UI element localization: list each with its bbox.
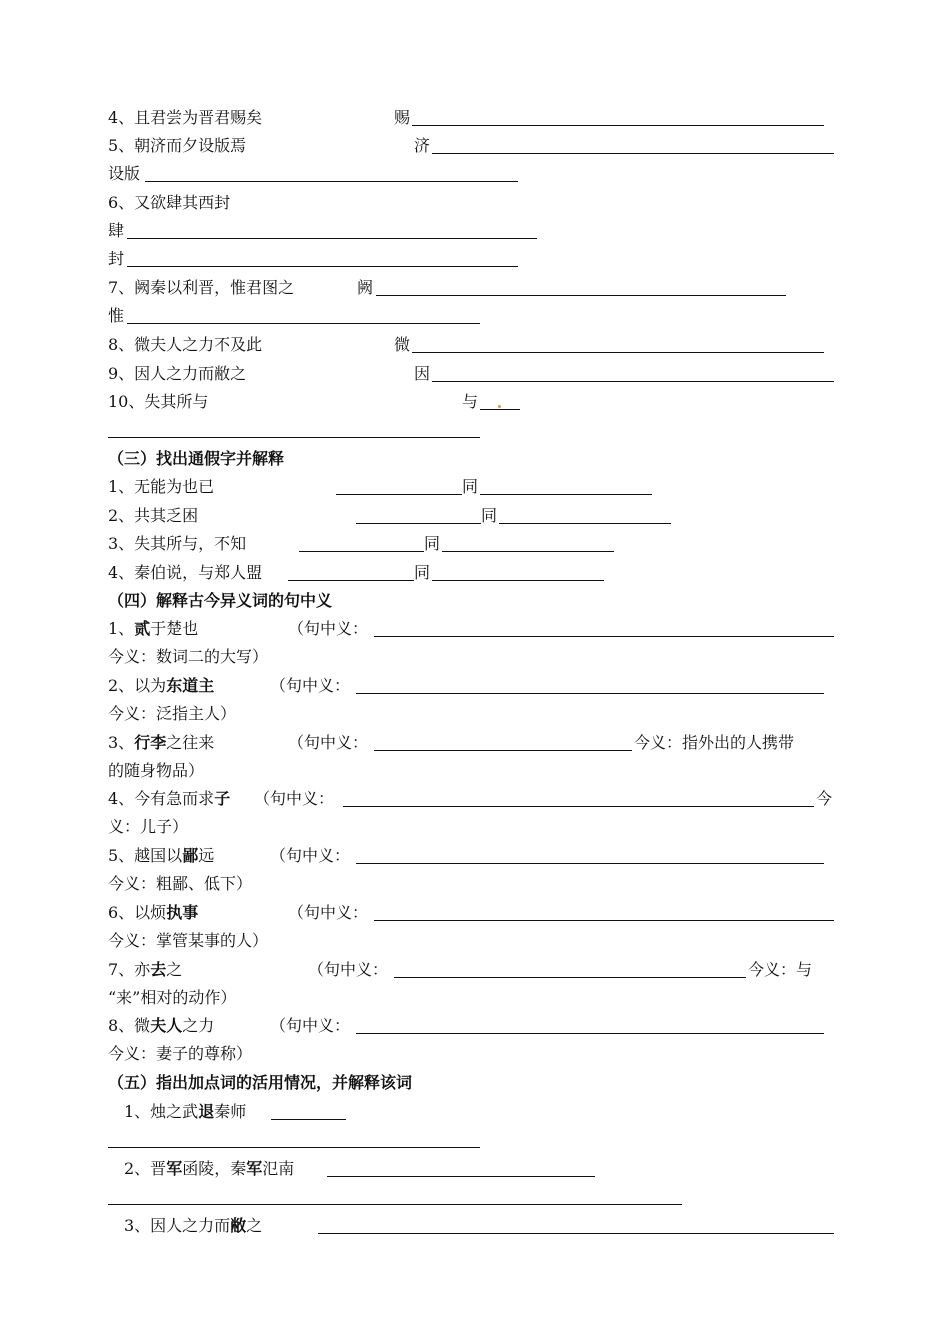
- gj-item-6: 6、以烦执事: [108, 903, 199, 922]
- hy-2-answer-line[interactable]: [327, 1176, 595, 1177]
- item-10-answer-line-2[interactable]: [108, 437, 480, 438]
- item-9-sentence: 9、因人之力而敝之: [108, 364, 247, 383]
- item-7-answer-line-2[interactable]: [127, 323, 480, 324]
- gj-4-modern-b: 义：儿子）: [108, 817, 189, 836]
- item-7-answer-line[interactable]: [376, 295, 786, 296]
- gj-3-paren: （句中义：: [288, 733, 369, 752]
- gj-7-answer-line[interactable]: [394, 977, 746, 978]
- item-5-word2: 设版: [108, 164, 141, 183]
- tj-item-4: 4、秦伯说，与郑人盟: [108, 563, 263, 582]
- item-10-sentence: 10、失其所与: [108, 392, 209, 411]
- hy-item-1: 1、烛之武退秦师: [124, 1102, 247, 1121]
- gj-6-paren: （句中义：: [288, 903, 369, 922]
- tj-3-char-line[interactable]: [299, 551, 424, 552]
- hy-item-3: 3、因人之力而敝之: [124, 1216, 263, 1235]
- gj-item-1: 1、贰于楚也: [108, 619, 199, 638]
- gj-4-answer-line[interactable]: [343, 806, 814, 807]
- item-9-word: 因: [414, 364, 431, 383]
- gj-5-answer-line[interactable]: [356, 863, 824, 864]
- gj-item-5: 5、越国以鄙远: [108, 846, 215, 865]
- gj-3-answer-line[interactable]: [374, 750, 632, 751]
- hy-1-answer-line[interactable]: [271, 1119, 346, 1120]
- gj-4-paren: （句中义：: [254, 789, 335, 808]
- item-7-word2: 惟: [108, 306, 125, 325]
- item-6-word2: 封: [108, 249, 125, 268]
- hy-2-answer-line-2[interactable]: [108, 1204, 682, 1205]
- gj-3-modern-b: 的随身物品）: [108, 761, 205, 780]
- gj-2-modern: 今义：泛指主人）: [108, 704, 237, 723]
- item-8-word: 微: [394, 335, 411, 354]
- item-6-sentence: 6、又欲肆其西封: [108, 193, 231, 212]
- gj-5-modern: 今义：粗鄙、低下）: [108, 874, 253, 893]
- tj-item-2: 2、共其乏困: [108, 506, 199, 525]
- tj-3-meaning-line[interactable]: [442, 551, 614, 552]
- tj-4-char-line[interactable]: [288, 580, 414, 581]
- tj-4-meaning-line[interactable]: [432, 580, 604, 581]
- gj-8-paren: （句中义：: [270, 1016, 351, 1035]
- gj-1-modern: 今义：数词二的大写）: [108, 647, 269, 666]
- item-7-word: 阙: [357, 278, 374, 297]
- gj-4-modern-a: 今: [816, 789, 833, 808]
- gj-7-modern-b: “来”相对的动作）: [108, 988, 237, 1007]
- tj-4-tong: 同: [414, 563, 431, 582]
- item-8-answer-line[interactable]: [412, 352, 824, 353]
- item-4-word: 赐: [394, 108, 411, 127]
- hy-item-2: 2、晋军函陵，秦军氾南: [124, 1159, 295, 1178]
- tj-1-char-line[interactable]: [336, 494, 462, 495]
- gj-8-answer-line[interactable]: [356, 1033, 824, 1034]
- gj-item-3: 3、行李之往来: [108, 733, 215, 752]
- tj-2-tong: 同: [481, 506, 498, 525]
- gj-6-answer-line[interactable]: [374, 920, 834, 921]
- gj-item-7: 7、亦去之: [108, 960, 183, 979]
- gj-1-paren: （句中义：: [288, 619, 369, 638]
- dot-mark: [498, 405, 501, 408]
- part3-heading: （三）找出通假字并解释: [108, 449, 285, 468]
- item-7-sentence: 7、阙秦以利晋，惟君图之: [108, 278, 295, 297]
- hy-1-answer-line-2[interactable]: [108, 1147, 480, 1148]
- tj-1-meaning-line[interactable]: [480, 494, 652, 495]
- item-5-word: 济: [414, 136, 431, 155]
- gj-item-8: 8、微夫人之力: [108, 1016, 215, 1035]
- hy-3-answer-line[interactable]: [318, 1233, 834, 1234]
- gj-1-answer-line[interactable]: [374, 636, 834, 637]
- gj-5-paren: （句中义：: [270, 846, 351, 865]
- gj-7-modern-a: 今义：与: [748, 960, 813, 979]
- tj-item-3: 3、失其所与，不知: [108, 534, 247, 553]
- item-5-answer-line[interactable]: [432, 153, 834, 154]
- item-4-answer-line[interactable]: [412, 125, 824, 126]
- tj-3-tong: 同: [424, 534, 441, 553]
- tj-1-tong: 同: [462, 477, 479, 496]
- part5-heading: （五）指出加点词的活用情况，并解释该词: [108, 1073, 413, 1092]
- gj-2-paren: （句中义：: [270, 676, 351, 695]
- item-5-answer-line-2[interactable]: [145, 181, 518, 182]
- item-10-word: 与: [462, 392, 479, 411]
- gj-item-4: 4、今有急而求子: [108, 789, 231, 808]
- part4-heading: （四）解释古今异义词的句中义: [108, 591, 333, 610]
- gj-8-modern: 今义：妻子的尊称）: [108, 1044, 253, 1063]
- gj-item-2: 2、以为东道主: [108, 676, 215, 695]
- tj-item-1: 1、无能为也已: [108, 477, 215, 496]
- item-6-answer-line-2[interactable]: [127, 266, 518, 267]
- item-6-answer-line[interactable]: [127, 238, 537, 239]
- tj-2-meaning-line[interactable]: [499, 523, 671, 524]
- item-9-answer-line[interactable]: [432, 381, 834, 382]
- gj-2-answer-line[interactable]: [356, 693, 824, 694]
- item-5-sentence: 5、朝济而夕设版焉: [108, 136, 247, 155]
- item-4-sentence: 4、且君尝为晋君赐矣: [108, 108, 263, 127]
- gj-6-modern: 今义：掌管某事的人）: [108, 931, 269, 950]
- item-8-sentence: 8、微夫人之力不及此: [108, 335, 263, 354]
- tj-2-char-line[interactable]: [356, 523, 481, 524]
- gj-3-modern-a: 今义：指外出的人携带: [634, 733, 795, 752]
- gj-7-paren: （句中义：: [308, 960, 389, 979]
- item-6-word: 肆: [108, 221, 125, 240]
- item-10-answer-line[interactable]: [480, 409, 520, 410]
